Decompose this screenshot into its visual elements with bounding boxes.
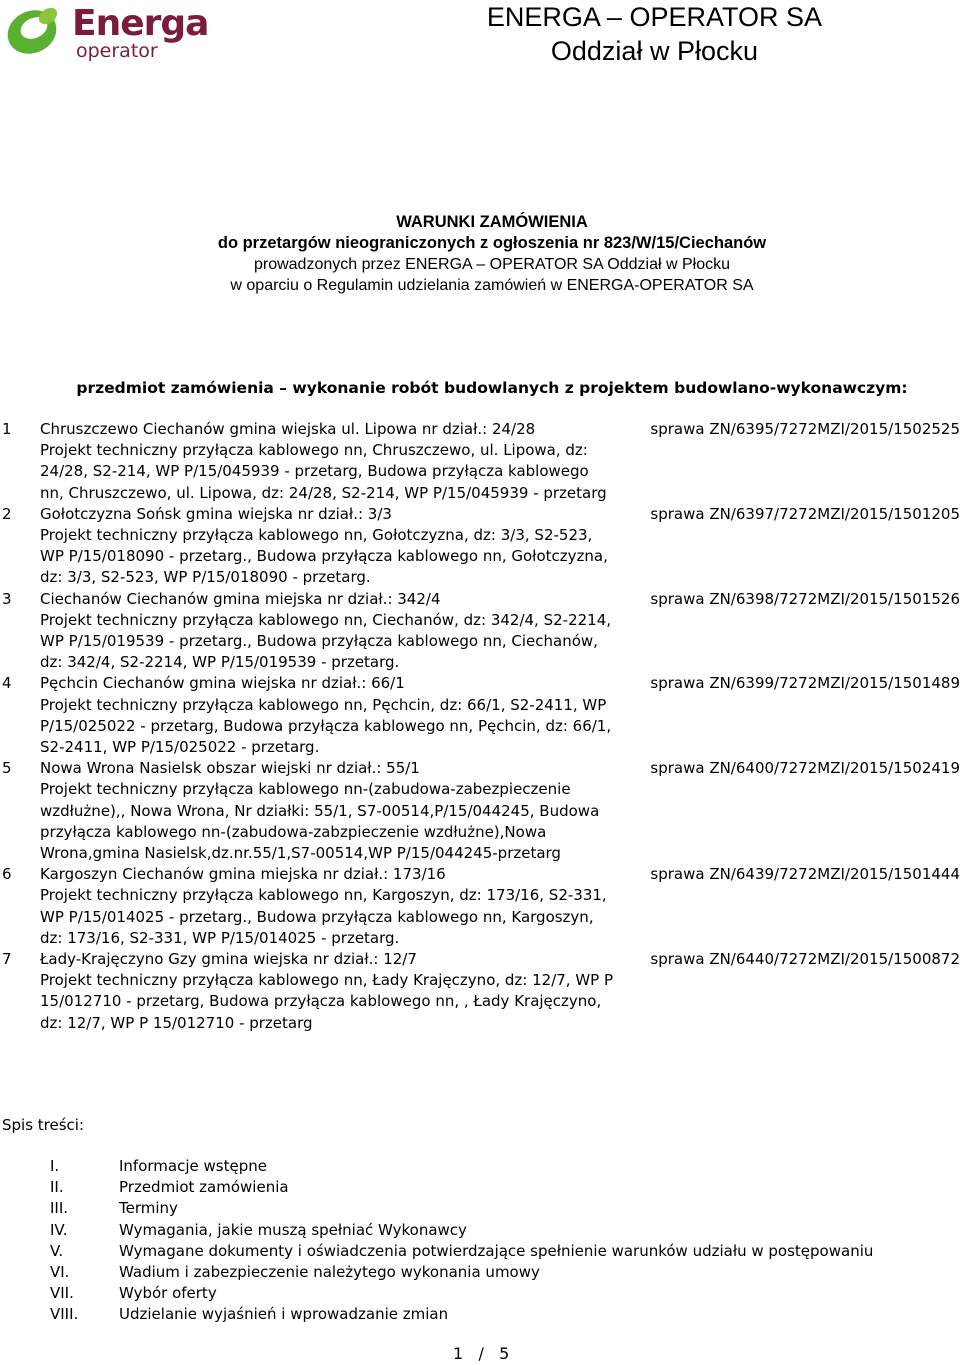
item-line: Łady-Krajęczyno Gzy gmina wiejska nr dział.: 12/7 [40,950,417,969]
item-line: Chruszczewo Ciechanów gmina wiejska ul. Lipowa nr dział.: 24/28 [40,420,536,438]
item-description [40,864,640,949]
case-number: sprawa ZN/6398/7272MZI/2015/1501526 [650,589,960,608]
toc-entry-title: Wymagane dokumenty i oświadczenia potwierdzające spełnienie warunków udziału w postępowaniu [119,1241,874,1260]
toc-entry-number: II. [50,1178,64,1197]
energa-leaf-icon [4,2,68,60]
item-number: 1 [2,420,12,438]
page-total: 5 [499,1344,510,1363]
case-number: sprawa ZN/6440/7272MZI/2015/1500872 [650,950,960,969]
item-description [40,758,640,864]
case-number: sprawa ZN/6439/7272MZI/2015/1501444 [650,865,960,884]
company-name: ENERGA – OPERATOR SA [486,2,822,32]
item-line: Projekt techniczny przyłącza kablowego nn, Chruszczewo, ul. Lipowa, dz: [40,441,588,460]
item-line: wzdłużne),, Nowa Wrona, Nr działki: 55/1, S7-00514,P/15/044245, Budowa [40,801,600,820]
list-item [0,758,960,864]
logo-wordmark: Energa [72,3,209,44]
logo-subtitle: operator [76,40,158,62]
item-number: 4 [2,674,12,693]
toc-entry-title: Wymagania, jakie muszą spełniać Wykonawcy [119,1220,467,1239]
toc-entry-title: Informacje wstępne [119,1157,267,1175]
toc-entry-number: VI. [50,1262,70,1281]
item-line: dz: 3/3, S2-523, WP P/15/018090 - przetarg. [40,568,371,587]
toc-title: Spis treści: [2,1116,85,1134]
item-description [40,589,640,674]
item-line: przyłącza kablowego nn-(zabudowa-zabzpieczenie wzdłużne),Nowa [40,822,547,841]
toc-entry [50,1304,950,1325]
item-description [40,949,640,1034]
case-number: sprawa ZN/6399/7272MZI/2015/1501489 [650,674,960,693]
item-line: WP P/15/018090 - przetarg., Budowa przyłącza kablowego nn, Gołotczyzna, [40,547,608,566]
toc-entry [50,1177,950,1198]
document-title: WARUNKI ZAMÓWIENIA [396,213,588,231]
document-header [0,212,960,296]
case-number: sprawa ZN/6400/7272MZI/2015/1502419 [650,759,960,778]
item-line: dz: 12/7, WP P 15/012710 - przetarg [40,1013,313,1032]
list-item [0,504,960,589]
toc-entry [50,1156,950,1177]
item-line: 15/012710 - przetarg, Budowa przyłącza kablowego nn, , Łady Krajęczyno, [40,992,602,1011]
case-number: sprawa ZN/6397/7272MZI/2015/1501205 [650,504,960,523]
toc-entry-number: I. [50,1157,60,1175]
item-line: Ciechanów Ciechanów gmina miejska nr dział.: 342/4 [40,589,441,608]
item-line: Pęchcin Ciechanów gmina wiejska nr dział.: 66/1 [40,674,405,693]
item-line: P/15/025022 - przetarg, Budowa przyłącza kablowego nn, Pęchcin, dz: 66/1, [40,716,612,735]
item-line: 24/28, S2-214, WP P/15/045939 - przetarg, Budowa przyłącza kablowego [40,462,589,481]
order-subject: przedmiot zamówienia – wykonanie robót budowlanych z projektem budowlano-wykonawczym: [76,379,908,397]
item-line: WP P/15/014025 - przetarg., Budowa przyłącza kablowego nn, Kargoszyn, [40,907,594,926]
toc-entry [50,1262,950,1283]
item-line: dz: 173/16, S2-331, WP P/15/014025 - przetarg. [40,928,400,947]
toc-entry-title: Wybór oferty [119,1284,217,1303]
toc-entry-title: Udzielanie wyjaśnień i wprowadzanie zmian [119,1305,449,1324]
toc-entry [50,1198,950,1219]
list-item [0,949,960,1034]
item-line: Gołotczyzna Sońsk gmina wiejska nr dział.: 3/3 [40,504,392,523]
item-line: nn, Chruszczewo, ul. Lipowa, dz: 24/28, S2-214, WP P/15/045939 - przetarg [40,483,607,502]
item-number: 3 [2,589,12,608]
list-item [0,864,960,949]
toc-entry-number: V. [50,1241,64,1260]
item-number: 5 [2,759,12,778]
toc-entry-title: Wadium i zabezpieczenie należytego wykonania umowy [119,1262,540,1281]
item-line: Projekt techniczny przyłącza kablowego nn, Ciechanów, dz: 342/4, S2-2214, [40,610,612,629]
list-item [0,419,960,504]
item-line: dz: 342/4, S2-2214, WP P/15/019539 - przetarg. [40,653,400,672]
item-line: Projekt techniczny przyłącza kablowego nn, Łady Krajęczyno, dz: 12/7, WP P [40,971,614,990]
item-line: Wrona,gmina Nasielsk,dz.nr.55/1,S7-00514,WP P/15/044245-przetarg [40,844,561,863]
energa-operator-logo [4,0,209,68]
case-number: sprawa ZN/6395/7272MZI/2015/1502525 [650,420,960,438]
list-item [0,589,960,674]
item-line: Projekt techniczny przyłącza kablowego nn, Kargoszyn, dz: 173/16, S2-331, [40,886,607,905]
page-indicator [453,1343,509,1365]
toc-entry-number: IV. [50,1220,68,1239]
page-current: 1 [453,1344,464,1363]
item-line: Kargoszyn Ciechanów gmina miejska nr dział.: 173/16 [40,865,446,884]
items-list [0,419,960,1034]
item-line: WP P/15/019539 - przetarg., Budowa przyłącza kablowego nn, Ciechanów, [40,632,598,651]
regulation-basis: w oparciu o Regulamin udzielania zamówień w ENERGA-OPERATOR SA [230,277,754,294]
item-description [40,673,640,758]
page-separator: / [478,1344,484,1363]
toc-entry-number: VII. [50,1284,74,1303]
tender-reference: do przetargów nieograniczonych z ogłoszenia nr 823/W/15/Ciechanów [217,234,767,252]
item-number: 7 [2,950,12,969]
company-branch: Oddział w Płocku [550,36,758,66]
item-line: Projekt techniczny przyłącza kablowego nn, Gołotczyzna, dz: 3/3, S2-523, [40,526,593,545]
item-line: S2-2411, WP P/15/025022 - przetarg. [40,738,320,757]
item-line: Projekt techniczny przyłącza kablowego nn-(zabudowa-zabezpieczenie [40,780,571,799]
item-description [40,504,640,589]
item-description [40,419,640,504]
toc-entry [50,1241,950,1262]
table-of-contents [50,1156,950,1326]
toc-entry-number: VIII. [50,1305,79,1324]
company-heading [487,0,822,68]
list-item [0,673,960,758]
item-line: Nowa Wrona Nasielsk obszar wiejski nr dział.: 55/1 [40,759,420,778]
toc-entry-title: Przedmiot zamówienia [119,1178,289,1197]
toc-entry-number: III. [50,1199,69,1218]
item-number: 6 [2,865,12,884]
toc-entry [50,1283,950,1304]
toc-entry-title: Terminy [119,1199,178,1218]
toc-entry [50,1220,950,1241]
conducted-by: prowadzonych przez ENERGA – OPERATOR SA Oddział w Płocku [253,256,731,273]
item-number: 2 [2,504,12,523]
item-line: Projekt techniczny przyłącza kablowego nn, Pęchcin, dz: 66/1, S2-2411, WP [40,695,607,714]
